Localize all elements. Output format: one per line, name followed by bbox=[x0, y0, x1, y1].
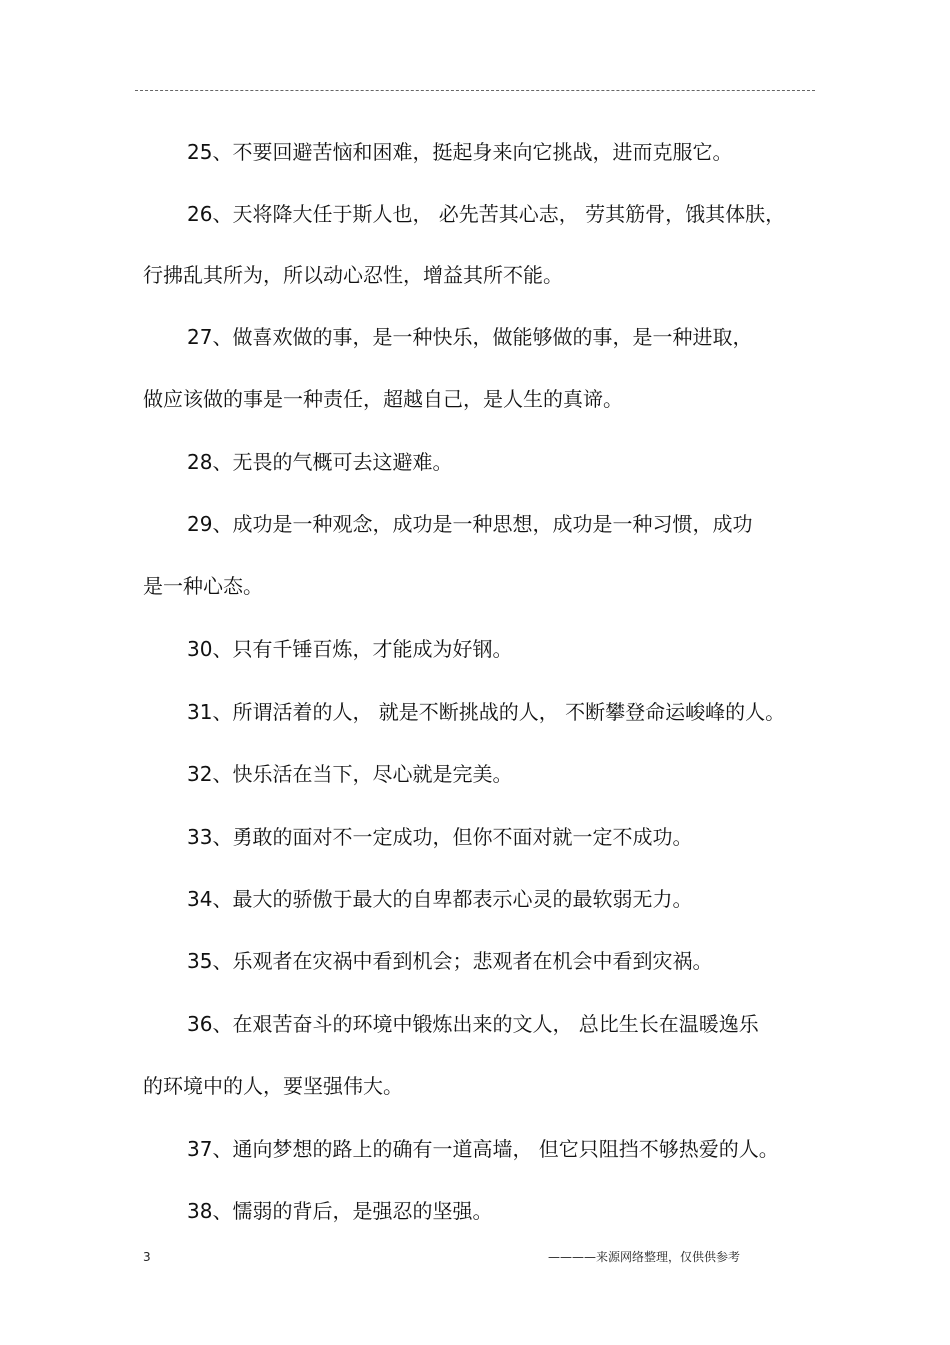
quote-33: 33、勇敢的面对不一定成功，但你不面对就一定不成功。 bbox=[187, 825, 693, 849]
quote-34: 34、最大的骄傲于最大的自卑都表示心灵的最软弱无力。 bbox=[187, 887, 693, 911]
quote-36-line2: 的环境中的人，要坚强伟大。 bbox=[143, 1074, 403, 1098]
quote-25: 25、不要回避苦恼和困难，挺起身来向它挑战，进而克服它。 bbox=[187, 140, 733, 164]
quote-26-line1: 26、天将降大任于斯人也， 必先苦其心志， 劳其筋骨，饿其体肤， bbox=[187, 202, 786, 226]
page-number: 3 bbox=[143, 1250, 151, 1264]
footer-source-note: ————来源网络整理，仅供供参考 bbox=[548, 1250, 741, 1264]
quote-38: 38、懦弱的背后，是强忍的坚强。 bbox=[187, 1199, 493, 1223]
quote-29-line2: 是一种心态。 bbox=[143, 574, 263, 598]
quote-35: 35、乐观者在灾祸中看到机会；悲观者在机会中看到灾祸。 bbox=[187, 949, 713, 973]
quote-31: 31、所谓活着的人， 就是不断挑战的人， 不断攀登命运峻峰的人。 bbox=[187, 700, 786, 724]
quote-28: 28、无畏的气概可去这避难。 bbox=[187, 450, 453, 474]
quote-27-line1: 27、做喜欢做的事，是一种快乐，做能够做的事，是一种进取， bbox=[187, 325, 753, 349]
quote-37: 37、通向梦想的路上的确有一道高墙， 但它只阻挡不够热爱的人。 bbox=[187, 1137, 779, 1161]
quote-30: 30、只有千锤百炼，才能成为好钢。 bbox=[187, 637, 513, 661]
quote-29-line1: 29、成功是一种观念，成功是一种思想，成功是一种习惯，成功 bbox=[187, 512, 753, 536]
quote-36-line1: 36、在艰苦奋斗的环境中锻炼出来的文人， 总比生长在温暖逸乐 bbox=[187, 1012, 759, 1036]
quote-27-line2: 做应该做的事是一种责任，超越自己，是人生的真谛。 bbox=[143, 387, 623, 411]
quote-32: 32、快乐活在当下，尽心就是完美。 bbox=[187, 762, 513, 786]
quote-26-line2: 行拂乱其所为，所以动心忍性，增益其所不能。 bbox=[143, 263, 563, 287]
